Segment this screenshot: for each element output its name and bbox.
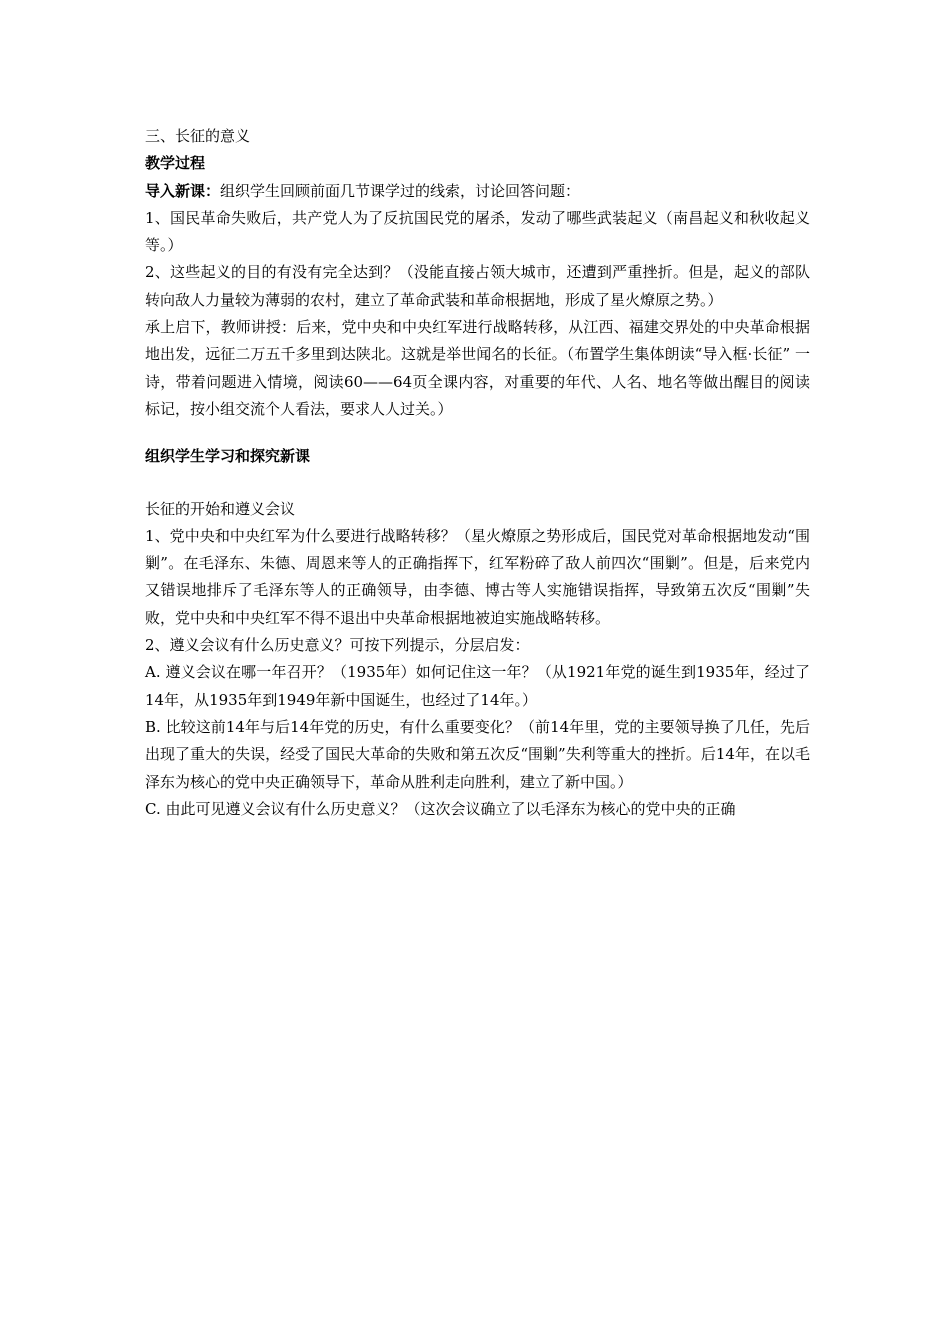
intro-paragraph — [145, 178, 810, 205]
intro-label: 导入新课： — [145, 181, 221, 200]
organize-heading: 组织学生学习和探究新课 — [145, 447, 311, 466]
intro-text: 组织学生回顾前面几节课学过的线索，讨论回答问题： — [220, 181, 581, 200]
spacer — [145, 423, 810, 443]
paragraph-c: C. 由此可见遵义会议有什么历史意义？（这次会议确立了以毛泽东为核心的党中央的正确 — [145, 799, 736, 818]
subheading: 长征的开始和遵义会议 — [145, 499, 296, 518]
document-body — [145, 123, 810, 823]
paragraph-b: B. 比较这前14年与后14年党的历史，有什么重要变化？（前14年里，党的主要领导换了几任，先后出现了重大的失误，经受了国民大革命的失败和第五次反“围剿”失利等重大的挫折。后14年，在以毛泽东为核心的党中央正确领导下，革命从胜利走向胜利，建立了新中国。） — [145, 717, 810, 791]
spacer — [145, 471, 810, 496]
question-2: 2、这些起义的目的有没有完全达到？（没能直接占领大城市，还遭到严重挫折。但是，起义的部队转向敌人力量较为薄弱的农村，建立了革命武装和革命根据地，形成了星火燎原之势。） — [145, 263, 810, 309]
transition-paragraph: 承上启下，教师讲授：后来，党中央和中央红军进行战略转移，从江西、福建交界处的中央革命根据地出发，远征二万五千多里到达陕北。这就是举世闻名的长征。（布置学生集体朗读“导入框·长征” 一诗，带着问题进入情境，阅读60——64页全课内容，对重要的年代、人名、地名等做出醒目的阅读标记，按小组交流个人看法，要求人人过关。） — [145, 318, 810, 418]
question-1: 1、国民革命失败后，共产党人为了反抗国民党的屠杀，发动了哪些武装起义（南昌起义和秋收起义等。） — [145, 208, 810, 255]
paragraph-2: 2、遵义会议有什么历史意义？可按下列提示，分层启发： — [145, 636, 530, 655]
teaching-process-heading: 教学过程 — [145, 154, 206, 173]
section-heading: 三、长征的意义 — [145, 127, 251, 145]
paragraph-1: 1、党中央和中央红军为什么要进行战略转移？（星火燎原之势形成后，国民党对革命根据地发动“围剿”。在毛泽东、朱德、周恩来等人的正确指挥下，红军粉碎了敌人前四次“围剿”。但是，后来党内又错误地排斥了毛泽东等人的正确领导，由李德、博古等人实施错误指挥，导致第五次反“围剿”失败，党中央和中央红军不得不退出中央革命根据地被迫实施战略转移。 — [145, 526, 810, 627]
paragraph-a: A. 遵义会议在哪一年召开？（1935年）如何记住这一年？（从1921年党的诞生到1935年，经过了14年，从1935年到1949年新中国诞生，也经过了14年。） — [145, 663, 810, 709]
